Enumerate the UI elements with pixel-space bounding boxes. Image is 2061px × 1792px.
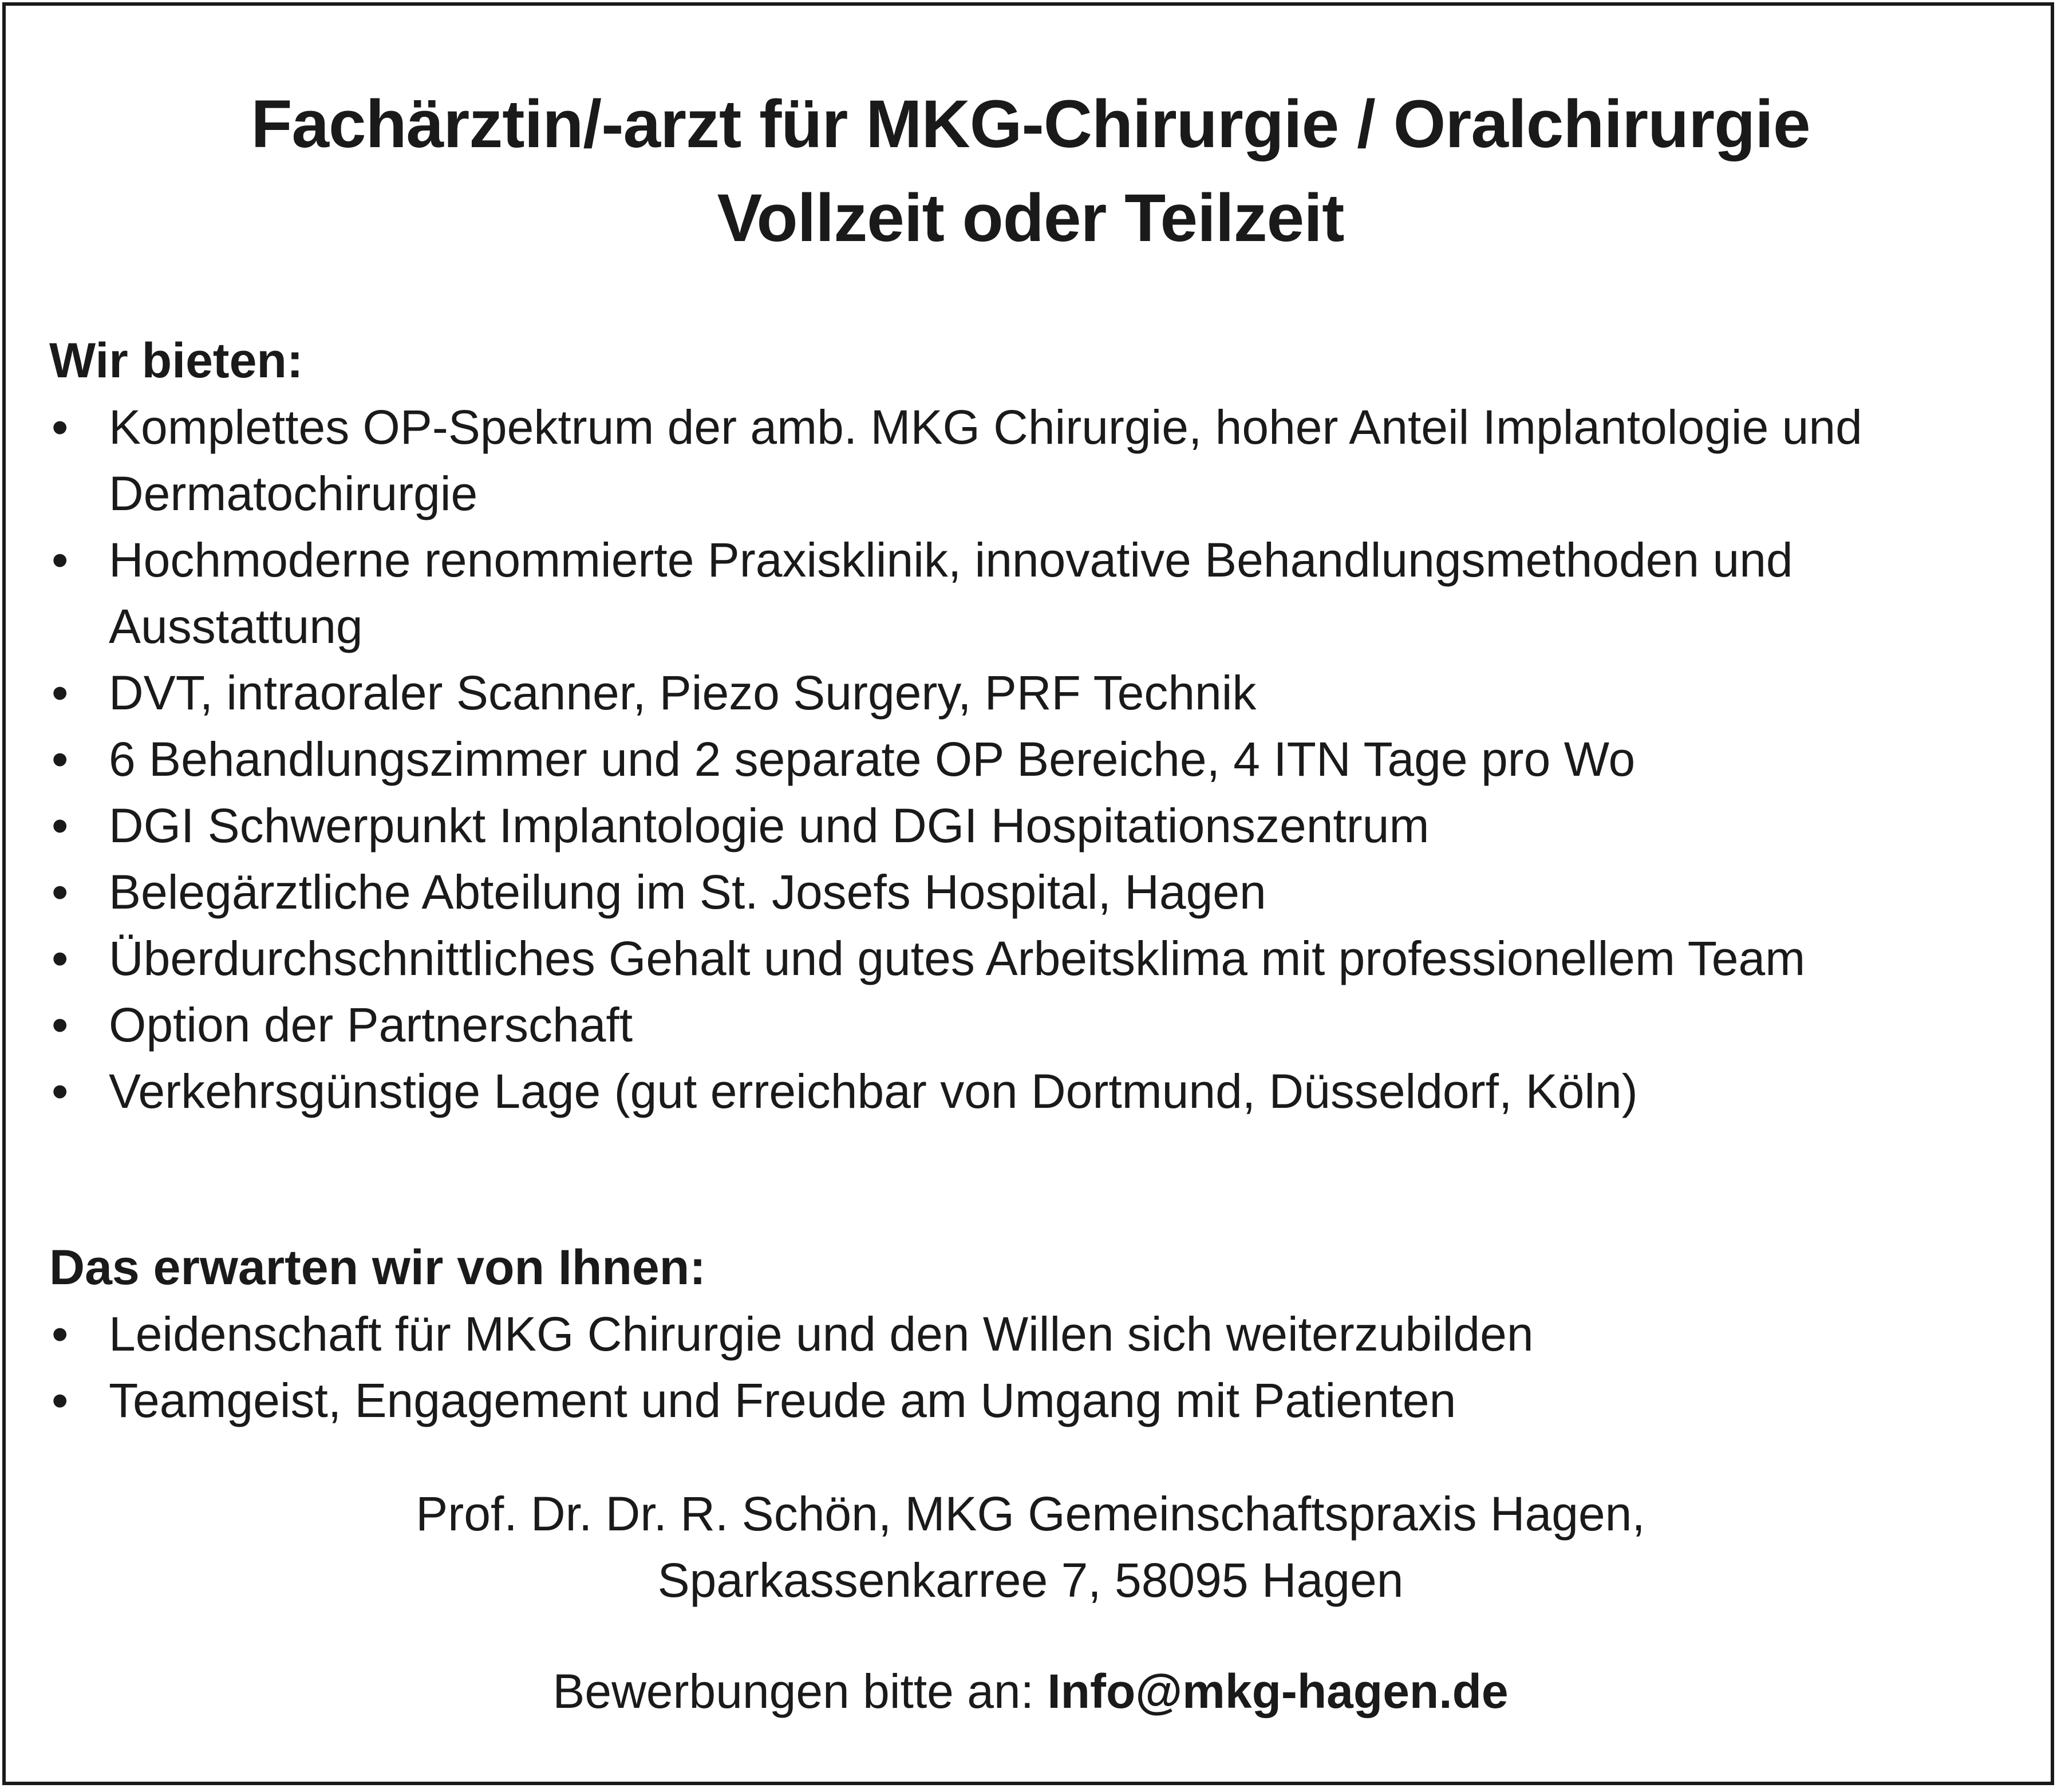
bullet-icon: • <box>52 1307 69 1361</box>
expectations-list <box>49 1301 1996 1434</box>
list-item-text: Leidenschaft für MKG Chirurgie und den Willen sich weiterzubilden <box>109 1307 1534 1361</box>
contact-name: Prof. Dr. Dr. R. Schön, MKG Gemeinschaftspraxis Hagen, <box>416 1487 1645 1541</box>
bullet-icon: • <box>52 666 69 720</box>
job-title: Fachärztin/-arzt für MKG-Chirurgie / Oralchirurgie <box>251 86 1810 162</box>
list-item-text: Überdurchschnittliches Gehalt und gutes Arbeitsklima mit professionellem Team <box>109 931 1806 985</box>
list-item <box>49 792 1996 859</box>
offer-list <box>49 394 1996 1124</box>
list-item <box>49 527 1996 660</box>
list-item <box>49 1367 1996 1434</box>
list-item-text: Komplettes OP-Spektrum der amb. MKG Chirurgie, hoher Anteil Implantologie und Dermatochirurgie <box>109 400 1862 520</box>
list-item-text: DGI Schwerpunkt Implantologie und DGI Hospitationszentrum <box>109 799 1430 852</box>
list-item-text: Teamgeist, Engagement und Freude am Umgang mit Patienten <box>109 1373 1456 1427</box>
email-link[interactable]: Info@mkg-hagen.de <box>1047 1664 1509 1718</box>
job-type: Vollzeit oder Teilzeit <box>717 180 1344 256</box>
list-item-text: 6 Behandlungszimmer und 2 separate OP Bereiche, 4 ITN Tage pro Wo <box>109 732 1636 786</box>
list-item-text: Option der Partnerschaft <box>109 998 633 1052</box>
list-item <box>49 726 1996 792</box>
list-item-text: DVT, intraoraler Scanner, Piezo Surgery, PRF Technik <box>109 666 1257 720</box>
list-item <box>49 1301 1996 1367</box>
application-line <box>0 1658 2061 1724</box>
list-item <box>49 1058 1996 1124</box>
bullet-icon: • <box>52 533 69 587</box>
application-label: Bewerbungen bitte an: <box>552 1664 1034 1718</box>
list-item <box>49 660 1996 726</box>
list-item <box>49 992 1996 1058</box>
list-item <box>49 394 1996 527</box>
list-item <box>49 925 1996 992</box>
contact-address: Sparkassenkarree 7, 58095 Hagen <box>657 1553 1404 1607</box>
offer-heading: Wir bieten: <box>49 333 303 388</box>
bullet-icon: • <box>52 1373 69 1427</box>
list-item <box>49 859 1996 925</box>
bullet-icon: • <box>52 400 69 454</box>
list-item-text: Hochmoderne renommierte Praxisklinik, innovative Behandlungsmethoden und Ausstattung <box>109 533 1793 653</box>
bullet-icon: • <box>52 732 69 786</box>
expectations-heading: Das erwarten wir von Ihnen: <box>49 1240 706 1295</box>
bullet-icon: • <box>52 998 69 1052</box>
bullet-icon: • <box>52 931 69 985</box>
bullet-icon: • <box>52 865 69 919</box>
list-item-text: Belegärztliche Abteilung im St. Josefs Hospital, Hagen <box>109 865 1266 919</box>
bullet-icon: • <box>52 799 69 852</box>
list-item-text: Verkehrsgünstige Lage (gut erreichbar von Dortmund, Düsseldorf, Köln) <box>109 1064 1638 1118</box>
bullet-icon: • <box>52 1064 69 1118</box>
